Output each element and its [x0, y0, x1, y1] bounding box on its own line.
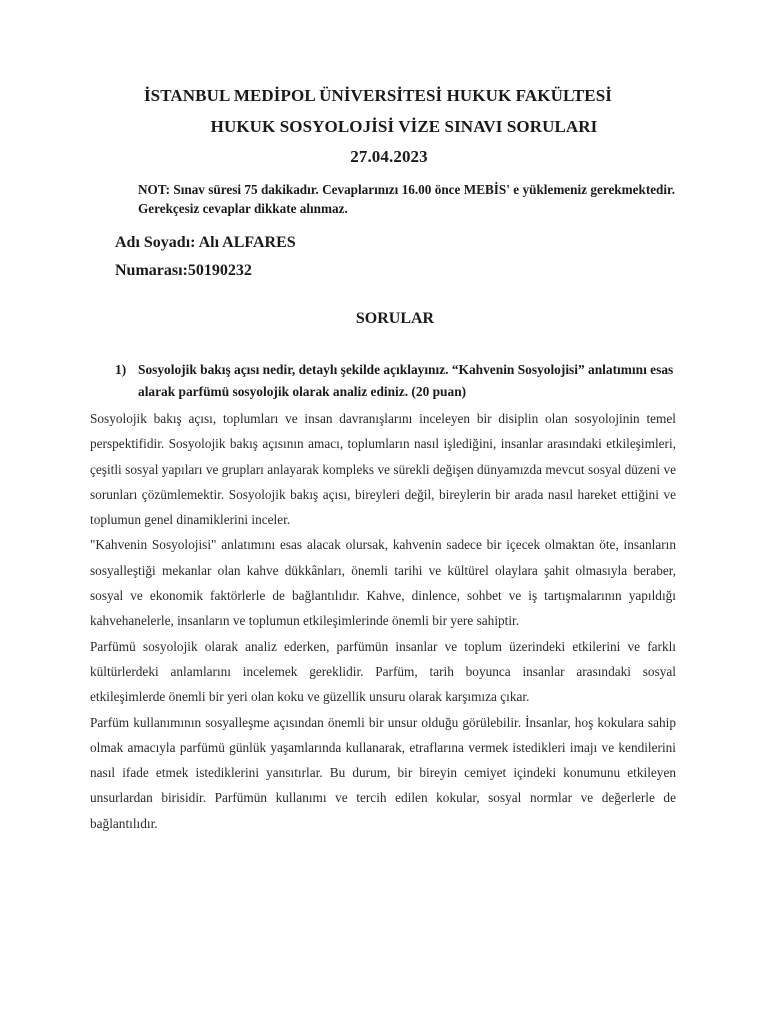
answer-paragraph: "Kahvenin Sosyolojisi" anlatımını esas alacak olursak, kahvenin sadece bir içecek olmaktan öte, insanların sosyalleştiği mekanlar olan kahve dükkânları, önemli tarihi ve kültürel olaylara şahit olmasıyla beraber, sosyal ve ekonomik faktörlerle de bağlantılıdır. Kahve, dinlence, sohbet ve iş tartışmalarının yapıldığı kahvehanelerle, insanların ve toplumun etkileşimlerinde önemli bir yere sahiptir.: [90, 537, 676, 629]
question-number: 1): [115, 362, 127, 377]
answer-paragraph: Sosyolojik bakış açısı, toplumları ve insan davranışlarını inceleyen bir disiplin olan sosyolojinin temel perspektifidir. Sosyolojik bakış açısının amacı, toplumların nasıl işlediğini, insanlar arasındaki etkileşimleri, çeşitli sosyal yapıları ve grupları anlayarak kompleks ve sürekli değişen dünyamızda mevcut sosyal düzeni ve sorunları çözümlemektir. Sosyolojik bakış açısı, bireyleri değil, bireylerin bir arada nasıl hareket ettiğini ve toplumun genel dinamiklerini inceler.: [90, 411, 676, 528]
question-item: [115, 359, 675, 403]
exam-title: HUKUK SOSYOLOJİSİ VİZE SINAVI SORULARI: [210, 117, 598, 136]
exam-note: NOT: Sınav süresi 75 dakikadır. Cevaplarınızı 16.00 önce MEBİS' e yüklemeniz gerekmektedir. Gerekçesiz cevaplar dikkate alınmaz.: [138, 182, 675, 216]
question-text: Sosyolojik bakış açısı nedir, detaylı şekilde açıklayınız. “Kahvenin Sosyolojisi” anlatımını esas alarak parfümü sosyolojik olarak analiz ediniz. (20 puan): [138, 362, 674, 399]
answer-body: [90, 406, 676, 836]
section-title: SORULAR: [355, 310, 435, 327]
student-number: Numarası:50190232: [115, 262, 252, 279]
student-name: Adı Soyadı: Alı ALFARES: [115, 234, 296, 251]
answer-paragraph: Parfümü sosyolojik olarak analiz ederken, parfümün insanlar ve toplum üzerindeki etkilerini ve farklı kültürlerdeki anlamlarını incelemek gereklidir. Parfüm, tarih boyunca insanlar arasındaki sosyal etkileşimlerde önemli bir yeri olan koku ve güzellik unsuru olarak karşımıza çıkar.: [90, 638, 676, 705]
university-title: İSTANBUL MEDİPOL ÜNİVERSİTESİ HUKUK FAKÜLTESİ: [143, 86, 613, 105]
exam-date: 27.04.2023: [350, 147, 428, 166]
answer-paragraph: Parfüm kullanımının sosyalleşme açısından önemli bir unsur olduğu görülebilir. İnsanlar, hoş kokulara sahip olmak amacıyla parfümü günlük yaşamlarında kullanarak, etraflarına vermek istedikleri imajı ve kendilerini nasıl ifade etmek istediklerini yansıtırlar. Bu durum, bir bireyin cemiyet içindeki konumunu etkileyen unsurlardan birisidir. Parfümün kullanımı ve tercih edilen kokular, sosyal normlar ve değerlerle de bağlantılıdır.: [90, 714, 676, 831]
